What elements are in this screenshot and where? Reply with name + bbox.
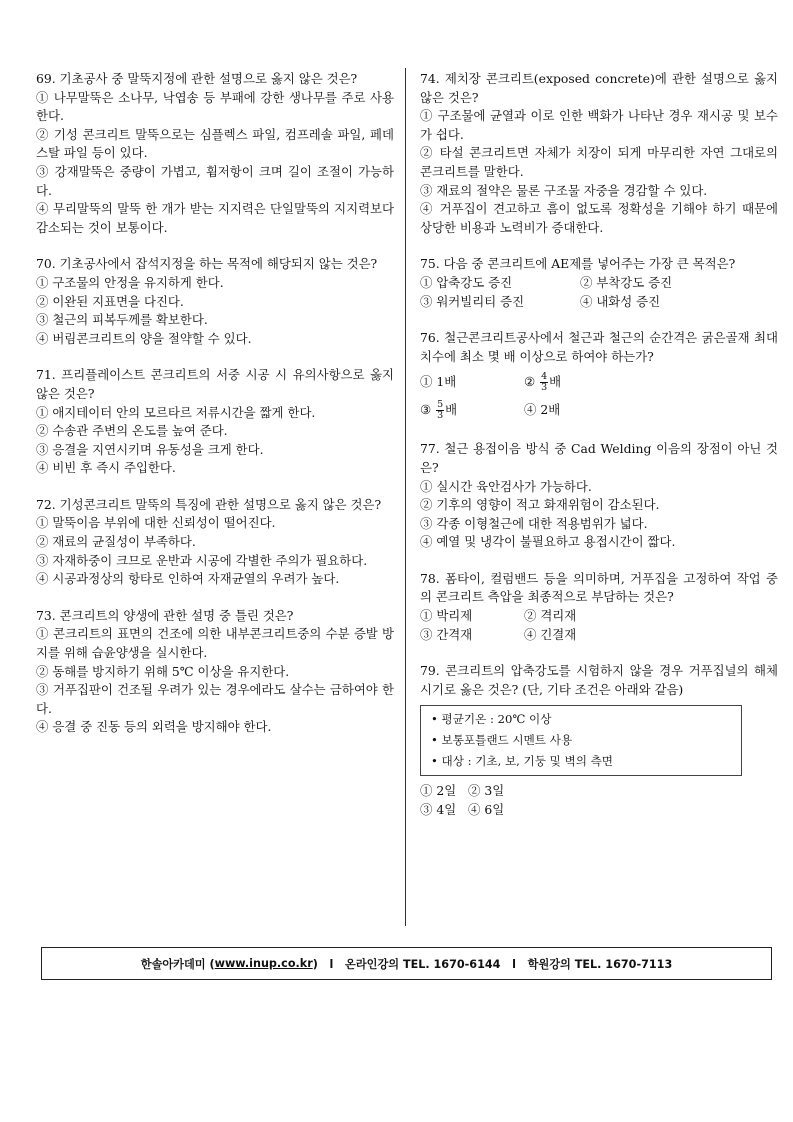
column-divider bbox=[405, 68, 406, 926]
answer-option: ① 실시간 육안검사가 가능하다. bbox=[420, 478, 592, 494]
answer-option: ③ 강재말뚝은 중량이 가볍고, 휨저항이 크며 길이 조절이 가능하다. bbox=[36, 163, 394, 198]
answer-option: ④ 예열 및 냉각이 불필요하고 용접시간이 짧다. bbox=[420, 534, 676, 550]
answer-option: ④ 비빈 후 즉시 주입한다. bbox=[36, 460, 176, 476]
answer-option: ③ 거푸집판이 건조될 우려가 있는 경우에라도 살수는 금하여야 한다. bbox=[36, 682, 394, 716]
answer-option: ② 타설 콘크리트면 자체가 치장이 되게 마무리한 자연 그대로의 콘크리트를 말한다. bbox=[420, 145, 778, 179]
fraction-numerator: 4 bbox=[541, 370, 548, 382]
answer-option: ① 구조물에 균열과 이로 인한 백화가 나타난 경우 재시공 및 보수가 쉽다. bbox=[420, 108, 778, 142]
answer-option: ② 기성 콘크리트 말뚝으로는 심플렉스 파일, 컴프레솔 파일, 페데스탈 파일 등이 있다. bbox=[36, 126, 394, 161]
answer-option: ① 나무말뚝은 소나무, 낙엽송 등 부패에 강한 생나무를 주로 사용한다. bbox=[36, 89, 394, 124]
page-footer bbox=[41, 947, 772, 980]
question-stem: 74. 제치장 콘크리트(exposed concrete)에 관한 설명으로 옳지 않은 것은? bbox=[420, 71, 778, 105]
option-row bbox=[420, 398, 778, 422]
question-78 bbox=[420, 570, 778, 644]
question-79 bbox=[420, 662, 778, 819]
answer-option: ④ 응결 중 진동 등의 외력을 방지해야 한다. bbox=[36, 719, 272, 735]
answer-option: ③ 각종 이형철근에 대한 적용범위가 넓다. bbox=[420, 515, 648, 531]
answer-option: ② 동해를 방지하기 위해 5℃ 이상을 유지한다. bbox=[36, 663, 290, 679]
question-stem: 76. 철근콘크리트공사에서 철근과 철근의 순간격은 굵은골재 최대치수에 최소 몇 배 이상으로 하여야 하는가? bbox=[420, 330, 778, 364]
answer-option: ③ 워커빌리티 증진 bbox=[420, 293, 525, 309]
question-stem: 79. 콘크리트의 압축강도를 시험하지 않을 경우 거푸집널의 해체시기로 옳은 것은? (단, 기타 조건은 아래와 같음) bbox=[420, 663, 778, 697]
answer-option: ③ 자재하중이 크므로 운반과 시공에 각별한 주의가 필요하다. bbox=[36, 552, 368, 568]
option-row bbox=[420, 607, 778, 626]
fraction bbox=[436, 400, 444, 421]
question-stem: 73. 콘크리트의 양생에 관한 설명 중 틀린 것은? bbox=[36, 607, 294, 623]
fraction-denominator: 3 bbox=[437, 409, 444, 421]
left-column bbox=[36, 70, 394, 755]
fraction-numerator: 5 bbox=[437, 398, 444, 410]
answer-option: ④ 2배 bbox=[524, 402, 561, 418]
answer-option bbox=[420, 400, 524, 421]
question-stem: 72. 기성콘크리트 말뚝의 특징에 관한 설명으로 옳지 않은 것은? bbox=[36, 496, 382, 512]
question-77 bbox=[420, 440, 778, 552]
option-mark: ② bbox=[524, 373, 536, 389]
answer-option: ① 구조물의 안정을 유지하게 한다. bbox=[36, 274, 224, 290]
question-stem: 69. 기초공사 중 말뚝지정에 관한 설명으로 옳지 않은 것은? bbox=[36, 71, 358, 86]
condition-box bbox=[420, 705, 742, 776]
option-row bbox=[420, 274, 778, 293]
condition-item: • 보통포틀랜드 시멘트 사용 bbox=[431, 733, 573, 748]
question-stem: 75. 다음 중 콘크리트에 AE제를 넣어주는 가장 큰 목적은? bbox=[420, 256, 736, 272]
answer-option-row: ① 2일 ② 3일 bbox=[420, 783, 505, 799]
footer-website-link[interactable]: www.inup.co.kr bbox=[214, 957, 313, 970]
answer-option: ① 애지테이터 안의 모르타르 저류시간을 짧게 한다. bbox=[36, 404, 316, 420]
answer-option: ③ 응결을 지연시키며 유동성을 크게 한다. bbox=[36, 441, 264, 457]
question-stem: 71. 프리플레이스트 콘크리트의 서중 시공 시 유의사항으로 옳지 않은 것은? bbox=[36, 367, 394, 401]
question-stem: 70. 기초공사에서 잡석지정을 하는 목적에 해당되지 않는 것은? bbox=[36, 256, 378, 272]
answer-option: ③ 철근의 피복두께를 확보한다. bbox=[36, 312, 208, 328]
answer-option: ② 재료의 균질성이 부족하다. bbox=[36, 534, 196, 550]
answer-option: ② 이완된 지표면을 다진다. bbox=[36, 293, 184, 309]
answer-option: ② 기후의 영향이 적고 화재위험이 감소된다. bbox=[420, 497, 660, 513]
answer-option: ② 수송관 주변의 온도를 높여 준다. bbox=[36, 423, 228, 439]
answer-option: ① 말뚝이음 부위에 대한 신뢰성이 떨어진다. bbox=[36, 515, 276, 531]
option-unit: 배 bbox=[445, 401, 458, 417]
question-70 bbox=[36, 255, 394, 348]
question-75 bbox=[420, 255, 778, 311]
footer-contact: ) l 온라인강의 TEL. 1670-6144 l 학원강의 TEL. 1670-7113 bbox=[312, 957, 673, 971]
answer-option: ④ 시공과정상의 항타로 인하여 자재균열의 우려가 높다. bbox=[36, 571, 340, 587]
option-row bbox=[420, 370, 778, 394]
question-stem: 77. 철근 용접이음 방식 중 Cad Welding 이음의 장점이 아닌 것은? bbox=[420, 441, 778, 475]
answer-option: ④ 내화성 증진 bbox=[580, 293, 661, 309]
footer-brand: 한솔아카데미 ( bbox=[140, 957, 215, 971]
answer-option: ① 콘크리트의 표면의 건조에 의한 내부콘크리트중의 수분 증발 방지를 위해 습윤양생을 실시한다. bbox=[36, 626, 394, 661]
answer-option: ④ 긴결재 bbox=[524, 626, 577, 642]
answer-option-row: ③ 4일 ④ 6일 bbox=[420, 802, 505, 818]
option-mark: ③ bbox=[420, 401, 432, 417]
answer-option: ③ 간격재 bbox=[420, 626, 473, 642]
question-stem: 78. 폼타이, 컬럼밴드 등을 의미하며, 거푸집을 고정하여 작업 중의 콘크리트 측압을 최종적으로 부담하는 것은? bbox=[420, 570, 778, 605]
right-column bbox=[420, 70, 778, 838]
option-row bbox=[420, 626, 778, 645]
option-unit: 배 bbox=[549, 373, 562, 389]
question-76 bbox=[420, 329, 778, 422]
fraction bbox=[540, 372, 548, 393]
answer-option: ① 압축강도 증진 bbox=[420, 274, 513, 290]
option-row bbox=[420, 293, 778, 312]
condition-item: • 대상 : 기초, 보, 기둥 및 벽의 측면 bbox=[431, 754, 613, 769]
answer-option: ② 부착강도 증진 bbox=[580, 274, 673, 290]
question-72 bbox=[36, 496, 394, 589]
answer-option: ① 1배 bbox=[420, 374, 457, 390]
question-71 bbox=[36, 366, 394, 478]
answer-option: ④ 무리말뚝의 말뚝 한 개가 받는 지지력은 단일말뚝의 지지력보다 감소되는 것이 보통이다. bbox=[36, 201, 394, 235]
answer-option: ④ 버림콘크리트의 양을 절약할 수 있다. bbox=[36, 330, 252, 346]
answer-option: ② 격리재 bbox=[524, 608, 577, 624]
question-73 bbox=[36, 607, 394, 737]
question-74 bbox=[420, 70, 778, 237]
answer-option: ④ 거푸집이 견고하고 흠이 없도록 정확성을 기해야 하기 때문에 상당한 비용과 노력비가 증대한다. bbox=[420, 201, 778, 235]
question-69 bbox=[36, 70, 394, 237]
answer-option: ① 박리제 bbox=[420, 608, 473, 624]
fraction-denominator: 3 bbox=[541, 381, 548, 393]
answer-option bbox=[524, 372, 628, 393]
answer-option: ③ 재료의 절약은 물론 구조물 자중을 경감할 수 있다. bbox=[420, 182, 708, 198]
condition-item: • 평균기온 : 20℃ 이상 bbox=[431, 712, 552, 727]
